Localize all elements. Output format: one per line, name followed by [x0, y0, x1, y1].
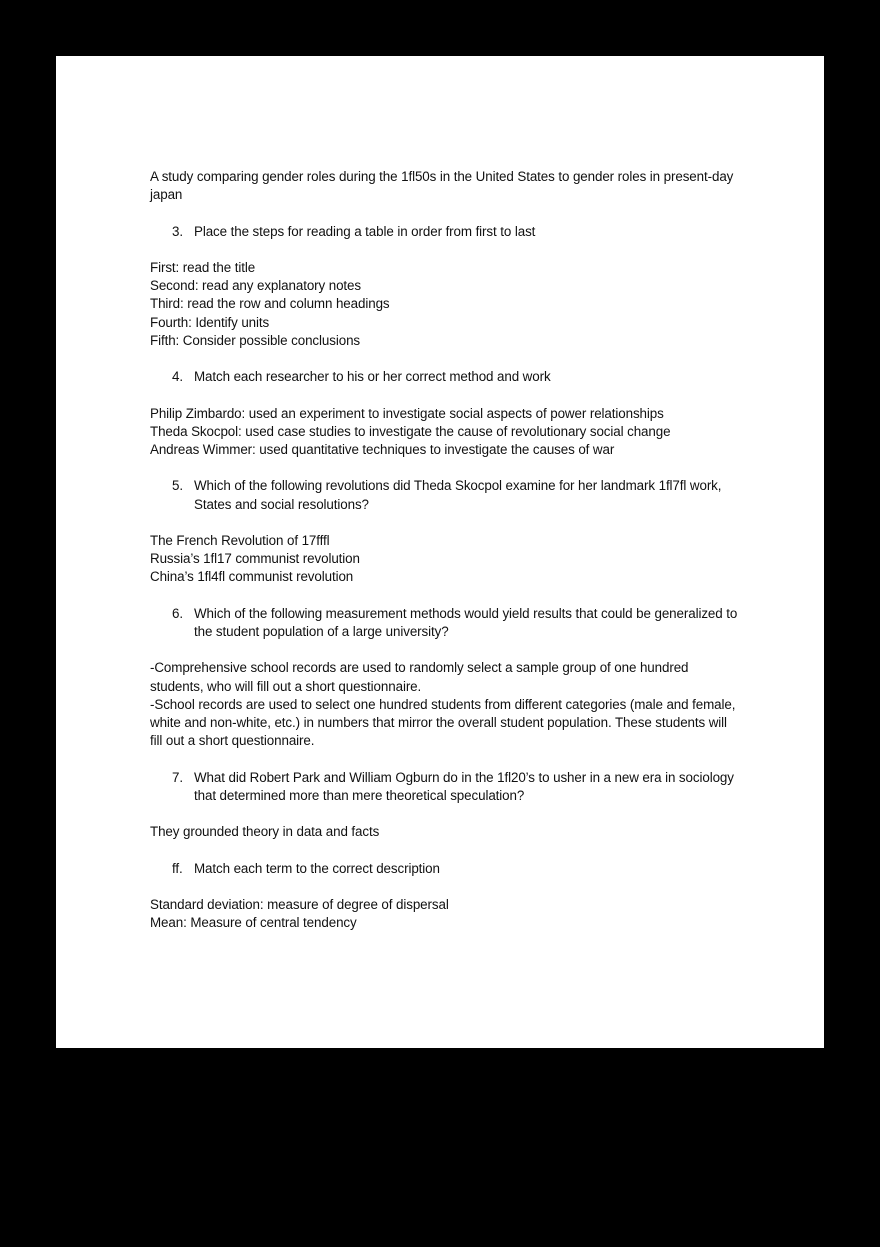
answer-line: Russia’s 1fl17 communist revolution — [150, 551, 360, 567]
document-page — [56, 56, 824, 1048]
answer-line: China’s 1fl4fl communist revolution — [150, 569, 354, 585]
question-5 — [150, 477, 740, 513]
spacer — [150, 350, 740, 368]
question-7 — [150, 769, 740, 805]
spacer — [150, 641, 740, 659]
answer-line: Mean: Measure of central tendency — [150, 915, 357, 931]
answer-line: Second: read any explanatory notes — [150, 278, 361, 294]
answer-line: Fifth: Consider possible conclusions — [150, 332, 361, 348]
question-number: 3. — [172, 223, 183, 239]
question-number: 4. — [172, 369, 183, 385]
question-text: Match each researcher to his or her correct method and work — [194, 369, 551, 385]
answer-line: Fourth: Identify units — [150, 314, 270, 330]
answer-line: The French Revolution of 17fffl — [150, 532, 330, 548]
answer-line: Philip Zimbardo: used an experiment to investigate social aspects of power relationships — [150, 405, 664, 421]
question-3 — [150, 223, 740, 241]
question-text: What did Robert Park and William Ogburn do in the 1fl20’s to usher in a new era in sociology that determined more than mere theoretical speculation? — [194, 769, 734, 803]
question-number: 6. — [172, 605, 183, 621]
question-number: 5. — [172, 478, 183, 494]
answer-line: They grounded theory in data and facts — [150, 824, 380, 840]
answer-line: First: read the title — [150, 259, 256, 275]
spacer — [150, 587, 740, 605]
spacer — [150, 841, 740, 859]
question-text: Place the steps for reading a table in order from first to last — [194, 223, 536, 239]
answer-text: A study comparing gender roles during the 1fl50s in the United States to gender roles in present-day japan — [150, 169, 734, 203]
spacer — [150, 878, 740, 896]
spacer — [150, 805, 740, 823]
spacer — [150, 750, 740, 768]
spacer — [150, 514, 740, 532]
question-number: ff. — [172, 860, 183, 876]
answer-line: -School records are used to select one hundred students from different categories (male and female, white and non-white, etc.) in numbers that mirror the overall student population. These students will fill out a short questionnaire. — [150, 696, 736, 749]
spacer — [150, 459, 740, 477]
spacer — [150, 204, 740, 222]
question-number: 7. — [172, 769, 183, 785]
answer-line: Standard deviation: measure of degree of dispersal — [150, 896, 449, 912]
question-8 — [150, 860, 740, 878]
question-text: Match each term to the correct description — [194, 860, 440, 876]
question-text: Which of the following revolutions did Theda Skocpol examine for her landmark 1fl7fl work, States and social resolutions? — [194, 478, 722, 512]
question-6 — [150, 605, 740, 641]
answer-line: -Comprehensive school records are used to randomly select a sample group of one hundred students, who will fill out a short questionnaire. — [150, 660, 689, 694]
question-text: Which of the following measurement methods would yield results that could be generalized to the student population of a large university? — [194, 605, 738, 639]
spacer — [150, 241, 740, 259]
answer-line: Andreas Wimmer: used quantitative techniques to investigate the causes of war — [150, 441, 615, 457]
spacer — [150, 386, 740, 404]
document-body — [150, 168, 740, 932]
answer-line: Third: read the row and column headings — [150, 296, 390, 312]
question-4 — [150, 368, 740, 386]
answer-line: Theda Skocpol: used case studies to investigate the cause of revolutionary social change — [150, 423, 671, 439]
